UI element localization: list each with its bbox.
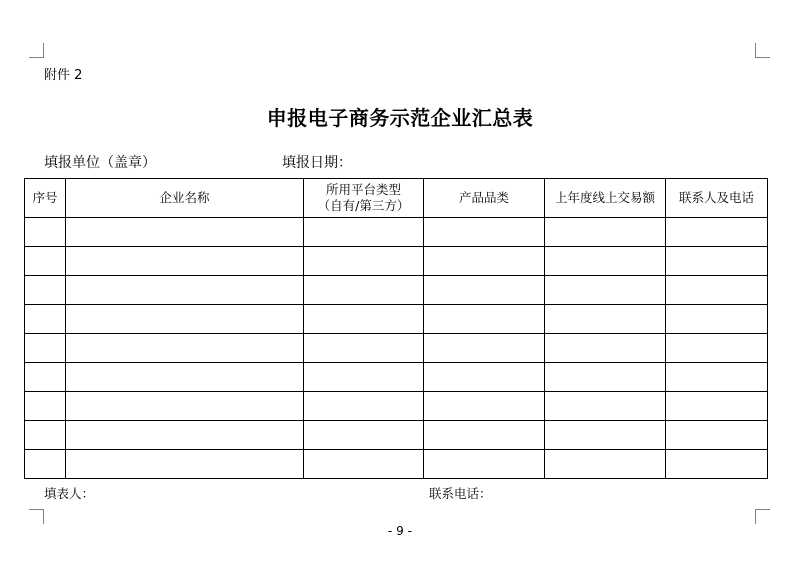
- table-cell[interactable]: [66, 334, 304, 363]
- table-row: [25, 276, 768, 305]
- column-header-label: 所用平台类型: [325, 182, 401, 197]
- table-cell[interactable]: [304, 363, 424, 392]
- table-cell[interactable]: [545, 450, 666, 479]
- table-cell[interactable]: [545, 334, 666, 363]
- table-cell[interactable]: [66, 247, 304, 276]
- table-cell[interactable]: [66, 450, 304, 479]
- table-cell[interactable]: [424, 334, 545, 363]
- table-cell[interactable]: [666, 392, 768, 421]
- table-cell[interactable]: [304, 450, 424, 479]
- column-header-label: 序号: [32, 190, 58, 205]
- table-cell[interactable]: [545, 363, 666, 392]
- table-cell[interactable]: [66, 276, 304, 305]
- table-cell[interactable]: [545, 276, 666, 305]
- table-cell[interactable]: [424, 421, 545, 450]
- table-cell[interactable]: [666, 363, 768, 392]
- table-row: [25, 305, 768, 334]
- table-row: [25, 450, 768, 479]
- column-header-label: 企业名称: [159, 190, 210, 205]
- table-cell[interactable]: [545, 247, 666, 276]
- table-cell[interactable]: [424, 247, 545, 276]
- column-header-serial: [25, 179, 66, 218]
- table-cell[interactable]: [304, 276, 424, 305]
- table-row: [25, 247, 768, 276]
- table-cell[interactable]: [66, 305, 304, 334]
- table-cell[interactable]: [304, 305, 424, 334]
- table-cell[interactable]: [666, 450, 768, 479]
- summary-table: [24, 178, 768, 479]
- crop-mark-top-left: [29, 43, 44, 58]
- table-row: [25, 392, 768, 421]
- table-cell[interactable]: [304, 392, 424, 421]
- page-title: 申报电子商务示范企业汇总表: [266, 106, 534, 130]
- column-header-platform-type: [304, 179, 424, 218]
- table-cell[interactable]: [25, 276, 66, 305]
- column-header-online-sales: [545, 179, 666, 218]
- form-filler-label: 填表人：: [44, 486, 95, 501]
- crop-mark-top-right: [755, 43, 770, 58]
- column-header-contact: [666, 179, 768, 218]
- table-cell[interactable]: [25, 392, 66, 421]
- table-row: [25, 218, 768, 247]
- table-cell[interactable]: [66, 421, 304, 450]
- table-cell[interactable]: [25, 334, 66, 363]
- page-number: - 9 -: [388, 524, 412, 538]
- table-cell[interactable]: [545, 305, 666, 334]
- column-header-product-category: [424, 179, 545, 218]
- table-cell[interactable]: [545, 421, 666, 450]
- contact-phone-label: 联系电话：: [429, 486, 492, 501]
- table-cell[interactable]: [424, 218, 545, 247]
- crop-mark-bottom-right: [755, 509, 770, 524]
- column-header-sublabel: （自有/第三方）: [317, 198, 410, 213]
- table-cell[interactable]: [545, 392, 666, 421]
- table-cell[interactable]: [424, 276, 545, 305]
- table-cell[interactable]: [424, 450, 545, 479]
- table-cell[interactable]: [66, 218, 304, 247]
- table-cell[interactable]: [666, 247, 768, 276]
- attachment-label: 附件 2: [44, 68, 83, 83]
- table-cell[interactable]: [25, 218, 66, 247]
- table-row: [25, 334, 768, 363]
- table-cell[interactable]: [304, 247, 424, 276]
- table-cell[interactable]: [666, 276, 768, 305]
- table-cell[interactable]: [25, 421, 66, 450]
- filling-date-label: 填报日期：: [282, 155, 352, 171]
- table-header-row: [25, 179, 768, 218]
- table-cell[interactable]: [545, 218, 666, 247]
- table-row: [25, 421, 768, 450]
- filling-unit-label: 填报单位（盖章）: [44, 155, 156, 171]
- column-header-label: 上年度线上交易额: [554, 190, 655, 205]
- column-header-company-name: [66, 179, 304, 218]
- table-cell[interactable]: [25, 363, 66, 392]
- table-cell[interactable]: [666, 305, 768, 334]
- table-cell[interactable]: [666, 421, 768, 450]
- table-cell[interactable]: [304, 218, 424, 247]
- table-cell[interactable]: [66, 363, 304, 392]
- table-cell[interactable]: [666, 218, 768, 247]
- column-header-label: 产品品类: [458, 190, 509, 205]
- table-body: [25, 218, 768, 479]
- table-cell[interactable]: [66, 392, 304, 421]
- table-cell[interactable]: [304, 421, 424, 450]
- table-cell[interactable]: [304, 334, 424, 363]
- table-cell[interactable]: [25, 305, 66, 334]
- table-cell[interactable]: [25, 450, 66, 479]
- table-cell[interactable]: [25, 247, 66, 276]
- crop-mark-bottom-left: [29, 509, 44, 524]
- table-cell[interactable]: [666, 334, 768, 363]
- column-header-label: 联系人及电话: [678, 190, 754, 205]
- table-row: [25, 363, 768, 392]
- table-cell[interactable]: [424, 392, 545, 421]
- table-cell[interactable]: [424, 363, 545, 392]
- table-cell[interactable]: [424, 305, 545, 334]
